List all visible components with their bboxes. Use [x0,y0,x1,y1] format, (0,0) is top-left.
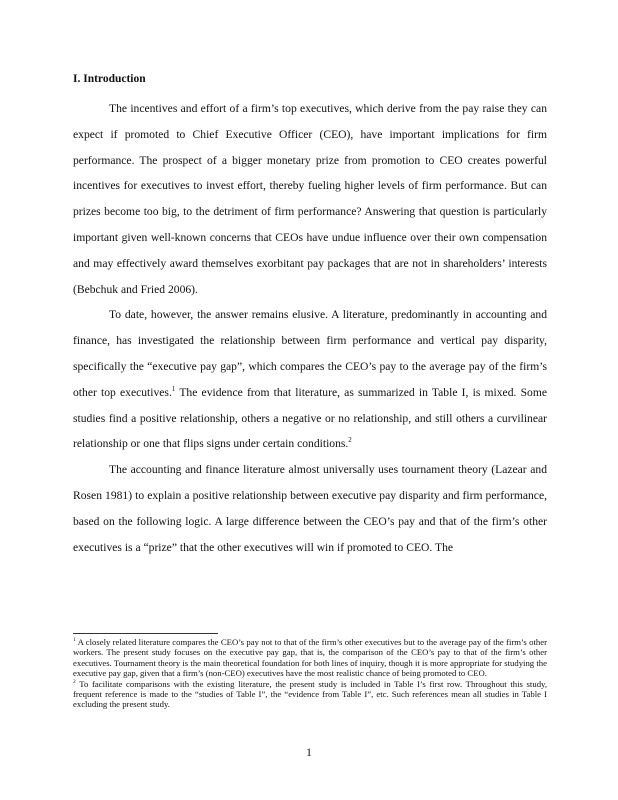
footnote-ref-1[interactable]: 1 [171,384,176,393]
footnote-1-text: A closely related literature compares the CEO’s pay not to that of the firm’s other executives but to the average pay of the firm’s other workers. The present study focuses on the executive pay gap, that is, the comparison of the CEO’s pay to that of the firm’s other executives. Tournament theory is the main theoretical foundation for both lines of inquiry, though it is more appropriate for studying the executive pay gap, given that a firm’s (non-CEO) executives have the most realistic chance of being promoted to CEO. [73,637,547,679]
page-number: 1 [306,747,312,759]
footnote-1-mark: 1 [73,637,76,644]
footnote-1 [73,637,547,679]
footnote-2-mark: 2 [73,678,76,685]
paragraph-2-part-a: To date, however, the answer remains elusive. A literature, predominantly in accounting and finance, has investigated the relationship between firm performance and vertical pay disparity, specifically the “executive pay gap”, which compares the CEO’s pay to the average pay of the firm’s other top executives. [73,308,547,399]
paragraph-1: The incentives and effort of a firm’s top executives, which derive from the pay raise they can expect if promoted to Chief Executive Officer (CEO), have important implications for firm performance. The prospect of a bigger monetary prize from promotion to CEO creates powerful incentives for executives to invest effort, thereby fueling higher levels of firm performance. But can prizes become too big, to the detriment of firm performance? Answering that question is particularly important given well-known concerns that CEOs have undue influence over their own compensation and may effectively award themselves exorbitant pay packages that are not in shareholders’ interests (Bebchuk and Fried 2006). [73,102,547,296]
section-heading: I. Introduction [73,73,146,85]
footnote-2 [73,679,547,710]
paragraph-2 [73,302,547,457]
paragraph-2-part-b: The evidence from that literature, as summarized in Table I, is mixed. Some studies find a positive relationship, others a negative or no relationship, and still others a curvilinear relationship or one that flips signs under certain conditions. [73,385,548,451]
footnote-ref-2[interactable]: 2 [348,436,352,445]
page-body [73,71,547,560]
footnote-2-text: To facilitate comparisons with the existing literature, the present study is included in Table I’s first row. Throughout this study, frequent reference is made to the “studies of Table I”, the “evidence from Table I”, etc. Such references mean all studies in Table I excluding the present study. [73,678,547,710]
footnote-separator [73,633,218,634]
paragraph-3: The accounting and finance literature almost universally uses tournament theory (Lazear and Rosen 1981) to explain a positive relationship between executive pay disparity and firm performance, based on the following logic. A large difference between the CEO’s pay and that of the firm’s other executives is a “prize” that the other executives will win if promoted to CEO. The [73,463,547,554]
footnotes [73,637,547,710]
